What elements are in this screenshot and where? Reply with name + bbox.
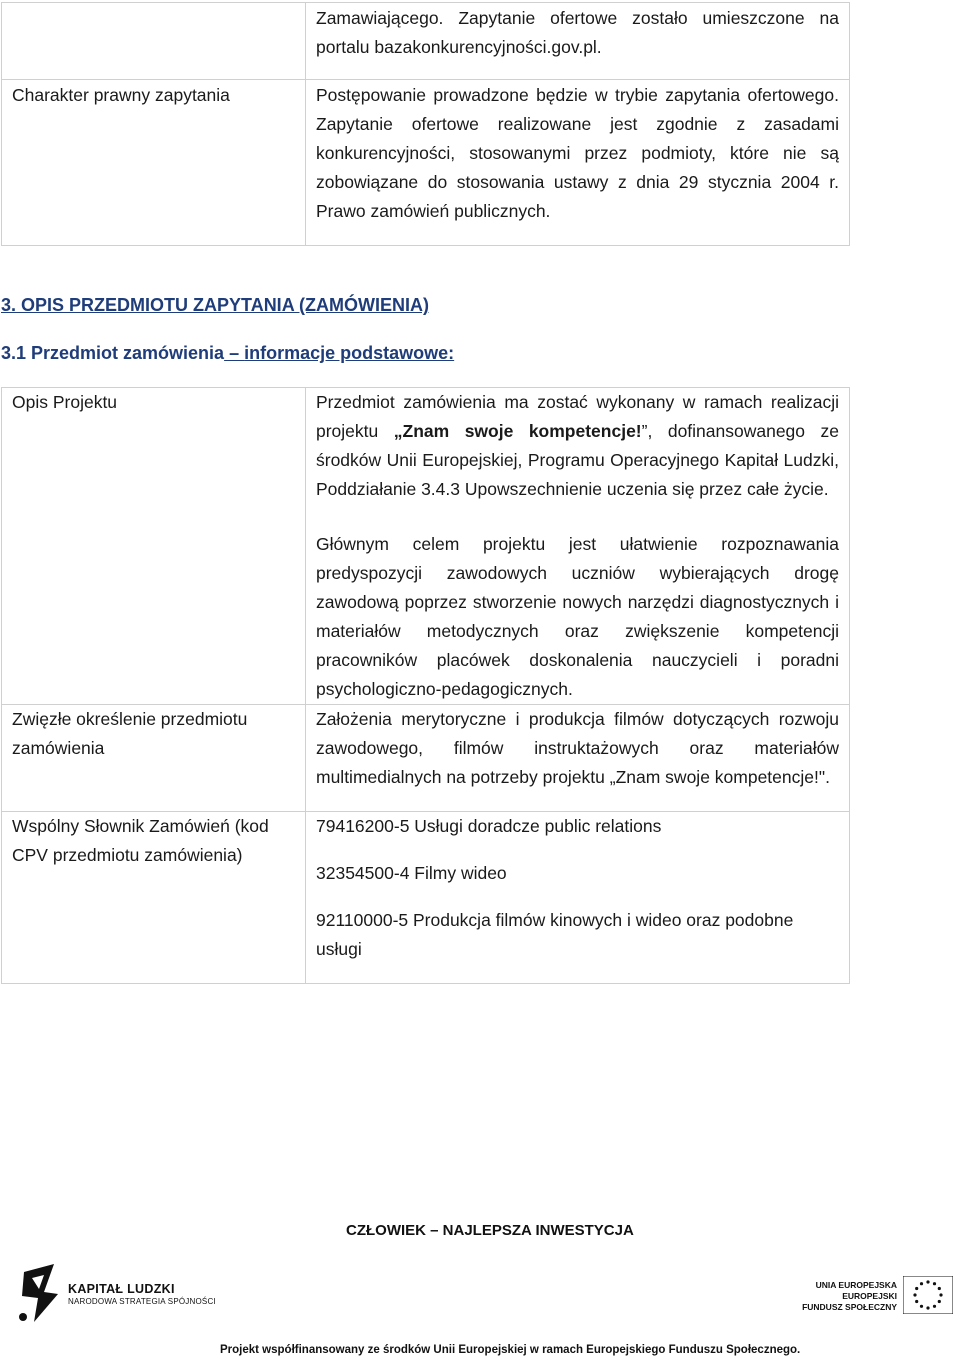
footer-cofinancing-note: Projekt współfinansowany ze środków Unii Europejskiej w ramach Europejskiego Funduszu Społecznego. [220,1344,801,1356]
top-table [1,2,850,246]
table-row [2,812,850,984]
main-table [1,387,850,984]
section-heading: 3. OPIS PRZEDMIOTU ZAPYTANIA (ZAMÓWIENIA) [1,295,429,315]
project-description-p1: Przedmiot zamówienia ma zostać wykonany w ramach realizacji projektu „Znam swoje kompetencje!”, dofinansowanego ze środków Unii Europejskiej, Programu Operacyjnego Kapitał Ludzki, Poddziałanie 3.4.3 Upowszechnienie uczenia się przez całe życie. [316,392,840,499]
short-description-label: Zwięzłe określenie przedmiotu zamówienia [12,709,248,758]
value-cell [306,388,850,705]
short-description-text: Założenia merytoryczne i produkcja filmów dotyczących rozwoju zawodowego, filmów instruktażowych oraz materiałów multimedialnych na potrzeby projektu „Znam swoje kompetencje!". [316,709,839,787]
eu-line-1: UNIA EUROPEJSKA [815,1280,897,1290]
cpv-code-2: 32354500-4 Filmy wideo [316,863,507,883]
eu-line-3: FUNDUSZ SPOŁECZNY [802,1302,897,1312]
project-description-label: Opis Projektu [12,392,118,412]
label-cell-empty [2,3,306,80]
project-description-p2: Głównym celem projektu jest ułatwienie rozpoznawania predyspozycji zawodowych uczniów wybierających drogę zawodową poprzez stworzenie nowych narzędzi diagnostycznych i materiałów metodycznych oraz zwiększenie kompetencji pracowników placówek doskonalenia nauczycieli i poradni psychologiczno-pedagogicznych. [316,534,839,699]
value-cell [306,705,850,812]
cpv-code-1: 79416200-5 Usługi doradcze public relations [316,816,662,836]
table-row [2,705,850,812]
kl-title: KAPITAŁ LUDZKI [68,1282,175,1296]
cpv-label: Wspólny Słownik Zamówień (kod CPV przedmiotu zamówienia) [12,816,269,865]
eu-line-2: EUROPEJSKI [842,1291,897,1301]
label-cell [2,705,306,812]
cpv-code-3: 92110000-5 Produkcja filmów kinowych i wideo oraz podobne usługi [316,910,794,959]
kl-subtitle: NARODOWA STRATEGIA SPÓJNOŚCI [68,1297,216,1306]
kapital-ludzki-text [68,1282,216,1306]
value-cell [306,3,850,80]
value-cell [306,80,850,246]
legal-character-text: Postępowanie prowadzone będzie w trybie zapytania ofertowego. Zapytanie ofertowe realizowane jest zgodnie z zasadami konkurencyjności, stosowanymi przez podmioty, które nie są zobowiązane do stosowania ustawy z dnia 29 stycznia 2004 r. Prawo zamówień publicznych. [316,85,839,221]
eu-flag-icon [903,1276,953,1314]
section-subheading: 3.1 Przedmiot zamówienia – informacje podstawowe: [1,343,455,363]
kapital-ludzki-logo-icon [14,1262,60,1324]
table-row [2,3,850,80]
continuation-text: Zamawiającego. Zapytanie ofertowe zostało umieszczone na portalu bazakonkurencyjności.gov.pl. [316,8,839,57]
legal-character-label: Charakter prawny zapytania [12,85,230,105]
label-cell [2,80,306,246]
eu-text [802,1280,897,1313]
footer-slogan: CZŁOWIEK – NAJLEPSZA INWESTYCJA [346,1222,634,1239]
label-cell [2,812,306,984]
table-row [2,80,850,246]
label-cell [2,388,306,705]
value-cell [306,812,850,984]
table-row [2,388,850,705]
